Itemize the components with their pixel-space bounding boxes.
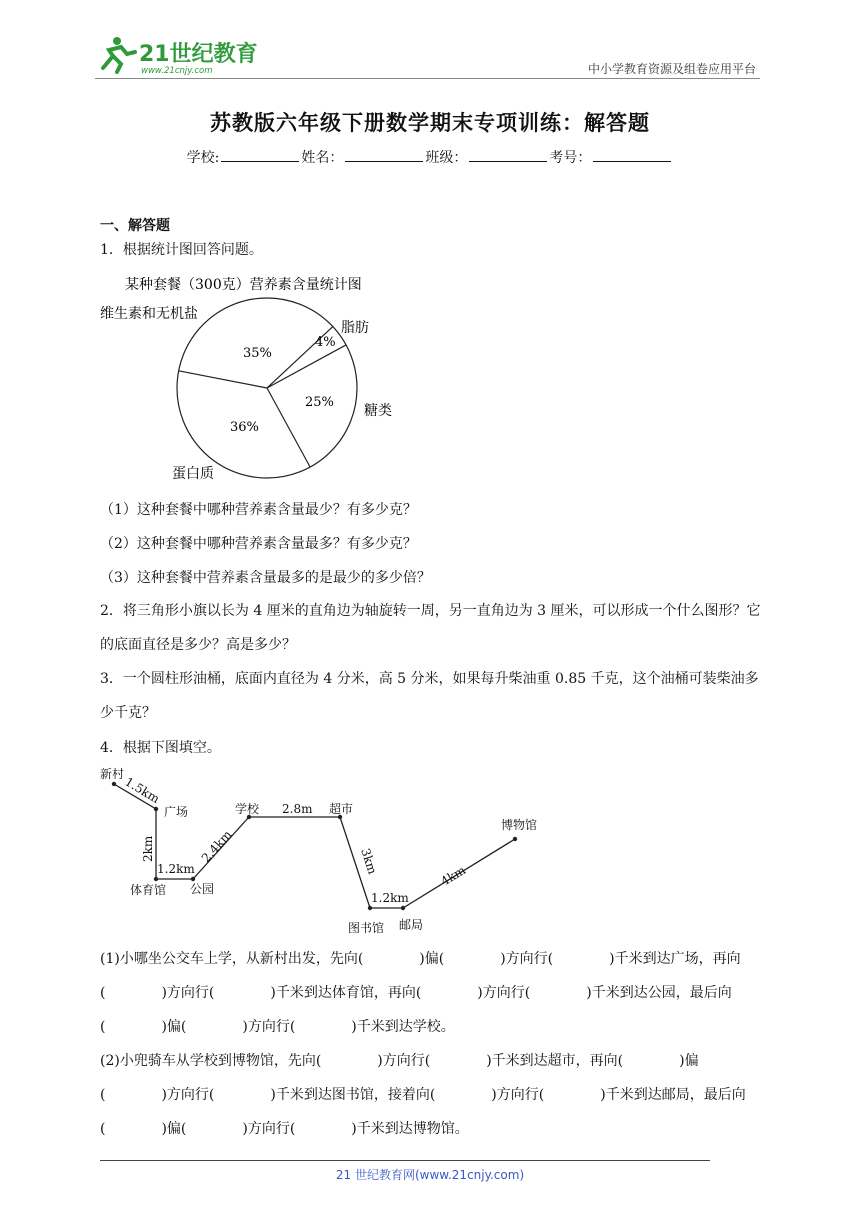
class-label: 班级： [425,150,468,166]
dist-gongyuan-xuexiao: 2.4km [198,827,235,866]
exam-no-blank [593,149,671,162]
chart-title: 某种套餐（300克）营养素含量统计图 [125,277,362,293]
q1-stem: 1．根据统计图回答问题。 [100,242,263,258]
pie-slice-vitamins-edge [179,371,267,388]
school-blank [221,149,299,162]
q1-sub3: （3）这种套餐中营养素含量最多的是最少的多少倍？ [100,570,431,586]
place-youju: 邮局 [399,918,424,932]
q1-sub2: （2）这种套餐中哪种营养素含量最多？有多少克？ [100,536,417,552]
student-info-row [0,147,860,167]
pie-slice-protein-edge [267,388,310,467]
site-logo [95,34,260,78]
exam-no-label: 考号： [549,150,592,166]
slice-value-sugar: 25% [305,395,334,410]
q4-part2: (2)小兜骑车从学校到博物馆，先向( )方向行( )千米到达超市，再向( )偏( )方向行( )千米到达图书馆，接着向( )方向行( )千米到达邮局，最后向( )偏( )方向行( )千米到达博物馆。 [100,1053,746,1137]
node-youju [401,906,405,910]
site-slogan: 中小学教育资源及组卷应用平台 [587,62,756,76]
dist-chaoshi-tushuguan: 3km [358,846,380,876]
dist-youju-bowuguan: 4km [438,863,469,889]
q4-stem: 4．根据下图填空。 [100,740,221,756]
slice-label-fat: 脂肪 [341,320,369,336]
node-xincun [112,782,116,786]
slice-label-sugar: 糖类 [364,403,392,419]
place-bowuguan: 博物馆 [501,818,538,832]
name-blank [345,149,423,162]
node-tiyuguan [154,877,158,881]
school-label: 学校: [186,150,220,166]
place-gongyuan: 公园 [190,882,215,896]
place-tiyuguan: 体育馆 [130,883,167,897]
node-bowuguan [513,837,517,841]
dist-guangchang-tiyuguan: 2km [141,835,155,862]
node-guangchang [154,807,158,811]
logo-text: 21世纪教育 [139,42,258,67]
page-title: 苏教版六年级下册数学期末专项训练：解答题 [210,110,650,135]
q1-sub1: （1）这种套餐中哪种营养素含量最少？有多少克？ [100,502,417,518]
q2: 2．将三角形小旗以长为 4 厘米的直角边为轴旋转一周，另一直角边为 3 厘米，可以形成一个什么图形？它的底面直径是多少？高是多少？ [100,603,761,653]
dist-tiyuguan-gongyuan: 1.2km [157,862,195,876]
place-guangchang: 广场 [164,805,189,819]
node-tushuguan [368,906,372,910]
slice-value-protein: 36% [230,420,259,435]
place-tushuguan: 图书馆 [348,921,385,935]
name-label: 姓名： [301,150,344,166]
section-title: 一、解答题 [100,218,170,234]
runner-icon [103,37,135,72]
footer-divider [100,1160,710,1161]
q4-part1: (1)小哪坐公交车上学，从新村出发，先向( )偏( )方向行( )千米到达广场，再向( )方向行( )千米到达体育馆，再向( )方向行( )千米到达公园，最后向( )偏( )方向行( )千米到达学校。 [100,951,741,1035]
dist-xincun-guangchang: 1.5km [122,774,163,807]
slice-value-vitamins: 35% [243,346,272,361]
slice-value-fat: 4% [315,335,336,350]
place-xuexiao: 学校 [235,802,260,816]
header-divider [95,78,760,79]
place-xincun: 新村 [100,767,125,781]
logo-url: www.21cnjy.com [141,66,213,76]
footer-text: 21 世纪教育网(www.21cnjy.com) [335,1168,525,1182]
route-map [100,762,560,940]
pie-chart [100,268,420,488]
place-chaoshi: 超市 [329,802,354,816]
slice-label-vitamins: 维生素和无机盐 [100,306,198,322]
q3: 3．一个圆柱形油桶，底面内直径为 4 分米，高 5 分米，如果每升柴油重 0.85 千克，这个油桶可装柴油多少千克？ [100,671,759,721]
dist-tushuguan-youju: 1.2km [371,891,409,905]
slice-label-protein: 蛋白质 [172,466,214,482]
node-gongyuan [191,877,195,881]
dist-xuexiao-chaoshi: 2.8m [282,802,313,816]
class-blank [469,149,547,162]
